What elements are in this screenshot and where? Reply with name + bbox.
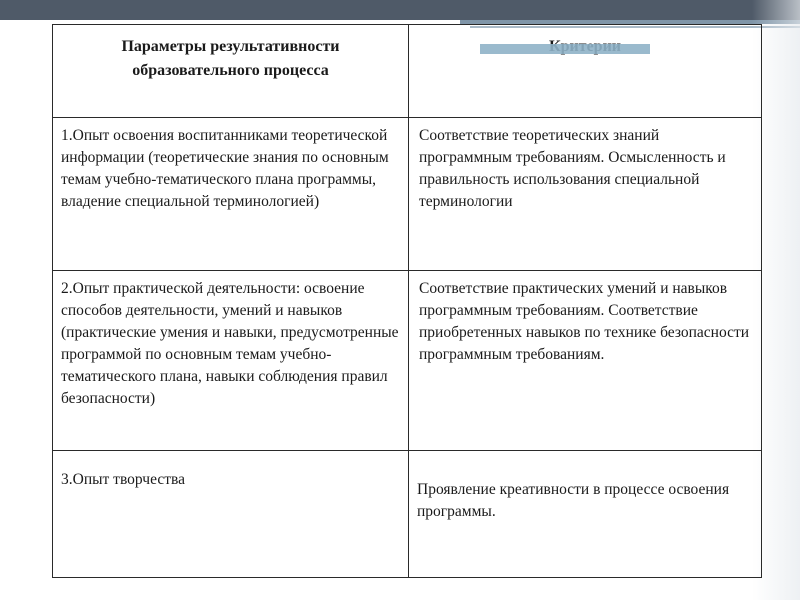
header-params (53, 25, 409, 118)
header-params-label: Параметры результативности образовательного процесса (121, 38, 340, 79)
top-bar (0, 0, 800, 20)
row-1-criteria (409, 118, 762, 271)
table-header-row (53, 25, 762, 118)
header-criteria (409, 25, 762, 118)
row-2-criteria-text: Соответствие практических умений и навыков программным требованиям. Соответствие приобретенных навыков по технике безопасности программным требованиям. (419, 280, 750, 363)
row-1-param-text: 1.Опыт освоения воспитанниками теоретической информации (теоретические знания по основным темам учебно-тематического плана программы, владение специальной терминологией) (61, 127, 389, 210)
row-2-criteria (409, 271, 762, 451)
row-1-criteria-text: Соответствие теоретических знаний программным требованиям. Осмысленность и правильность использования специальной терминологии (419, 127, 726, 210)
row-3-param (53, 451, 409, 578)
header-accent-stripe (480, 44, 650, 54)
row-3-criteria (409, 451, 762, 578)
table-row (53, 271, 762, 451)
row-2-param (53, 271, 409, 451)
row-2-param-text: 2.Опыт практической деятельности: освоение способов деятельности, умений и навыков (практические умения и навыки, предусмотренные программой по основным темам учебно-тематического плана, навыки соблюдения правил безопасности) (61, 280, 399, 407)
table-row (53, 451, 762, 578)
results-table (52, 24, 762, 578)
results-table-container (52, 24, 761, 577)
row-3-param-text: 3.Опыт творчества (61, 471, 185, 488)
row-1-param (53, 118, 409, 271)
slide-top-decoration (0, 0, 800, 24)
row-3-criteria-text: Проявление креативности в процессе освоения программы. (417, 481, 730, 520)
table-row (53, 118, 762, 271)
